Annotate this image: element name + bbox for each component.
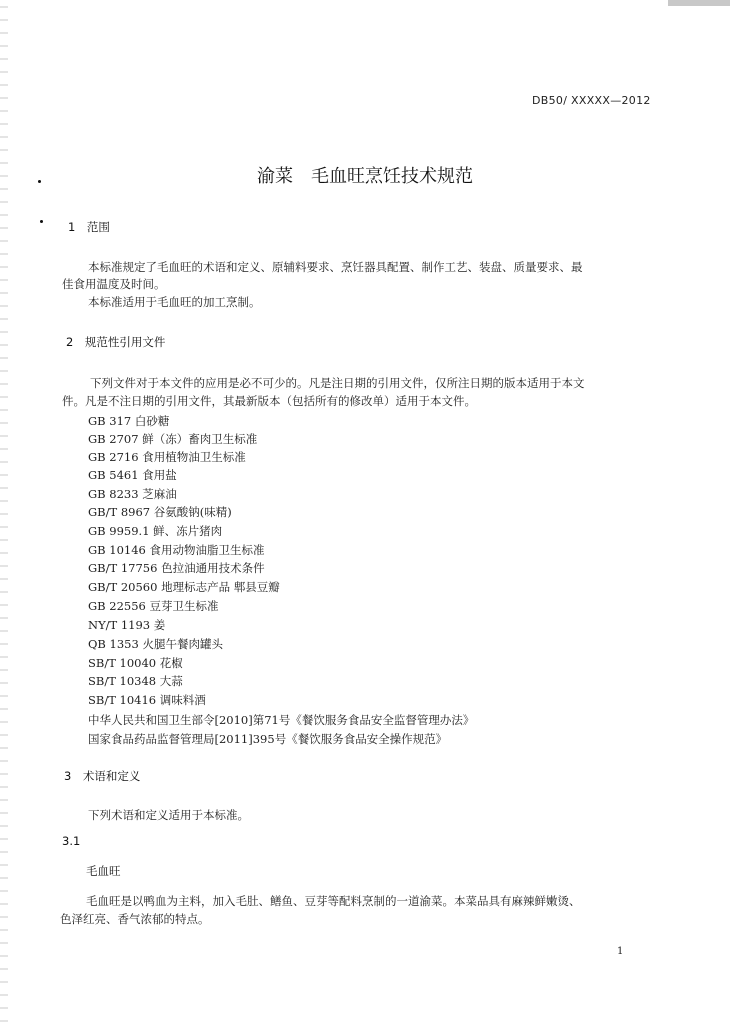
margin-dot	[40, 220, 43, 223]
reference-item: GB 5461 食用盐	[88, 468, 177, 482]
reference-item: 中华人民共和国卫生部令[2010]第71号《餐饮服务食品安全监督管理办法》	[88, 713, 475, 727]
scan-edge-shadow	[0, 0, 8, 1024]
reference-item: GB/T 8967 谷氨酸钠(味精)	[88, 505, 232, 519]
section-2-intro-line-2: 件。凡是不注日期的引用文件，其最新版本（包括所有的修改单）适用于本文件。	[62, 394, 476, 408]
reference-item: SB/T 10416 调味料酒	[88, 693, 206, 707]
page-number: 1	[617, 946, 624, 957]
section-2-heading: 2 规范性引用文件	[66, 335, 166, 349]
section-1-para-1-line-2: 佳食用温度及时间。	[62, 277, 166, 291]
document-title: 渝菜 毛血旺烹饪技术规范	[257, 166, 473, 187]
reference-item: SB/T 10348 大蒜	[88, 674, 183, 688]
reference-item: GB 10146 食用动物油脂卫生标准	[88, 543, 265, 557]
section-2-intro-line-1: 下列文件对于本文件的应用是必不可少的。凡是注日期的引用文件，仅所注日期的版本适用于本文	[90, 376, 585, 390]
reference-item: QB 1353 火腿午餐肉罐头	[88, 637, 223, 651]
section-1-heading: 1 范围	[68, 220, 110, 234]
term-title: 毛血旺	[86, 864, 121, 878]
reference-item: 国家食品药品监督管理局[2011]395号《餐饮服务食品安全操作规范》	[88, 732, 448, 746]
subsection-number: 3.1	[62, 834, 81, 848]
section-1-para-2: 本标准适用于毛血旺的加工烹制。	[88, 295, 261, 309]
reference-item: GB 8233 芝麻油	[88, 487, 177, 501]
reference-item: GB 2707 鲜（冻）畜肉卫生标准	[88, 432, 258, 446]
scan-corner-mark	[668, 0, 730, 6]
reference-item: GB/T 20560 地理标志产品 郫县豆瓣	[88, 580, 280, 594]
reference-item: GB 317 白砂糖	[88, 414, 170, 428]
section-3-intro: 下列术语和定义适用于本标准。	[88, 808, 249, 822]
term-definition-line-2: 色泽红亮、香气浓郁的特点。	[60, 912, 210, 926]
reference-item: NY/T 1193 姜	[88, 618, 166, 632]
section-1-para-1-line-1: 本标准规定了毛血旺的术语和定义、原辅料要求、烹饪器具配置、制作工艺、装盘、质量要求、最	[88, 260, 583, 274]
document-code: DB50/ XXXXX—2012	[532, 94, 651, 107]
reference-item: GB 22556 豆芽卫生标准	[88, 599, 219, 613]
reference-item: SB/T 10040 花椒	[88, 656, 183, 670]
reference-item: GB/T 17756 色拉油通用技术条件	[88, 561, 265, 575]
reference-item: GB 2716 食用植物油卫生标准	[88, 450, 246, 464]
section-3-heading: 3 术语和定义	[64, 769, 141, 783]
term-definition-line-1: 毛血旺是以鸭血为主料，加入毛肚、鳝鱼、豆芽等配料烹制的一道渝菜。本菜品具有麻辣鲜嫩烫、	[86, 894, 581, 908]
reference-item: GB 9959.1 鲜、冻片猪肉	[88, 524, 223, 538]
